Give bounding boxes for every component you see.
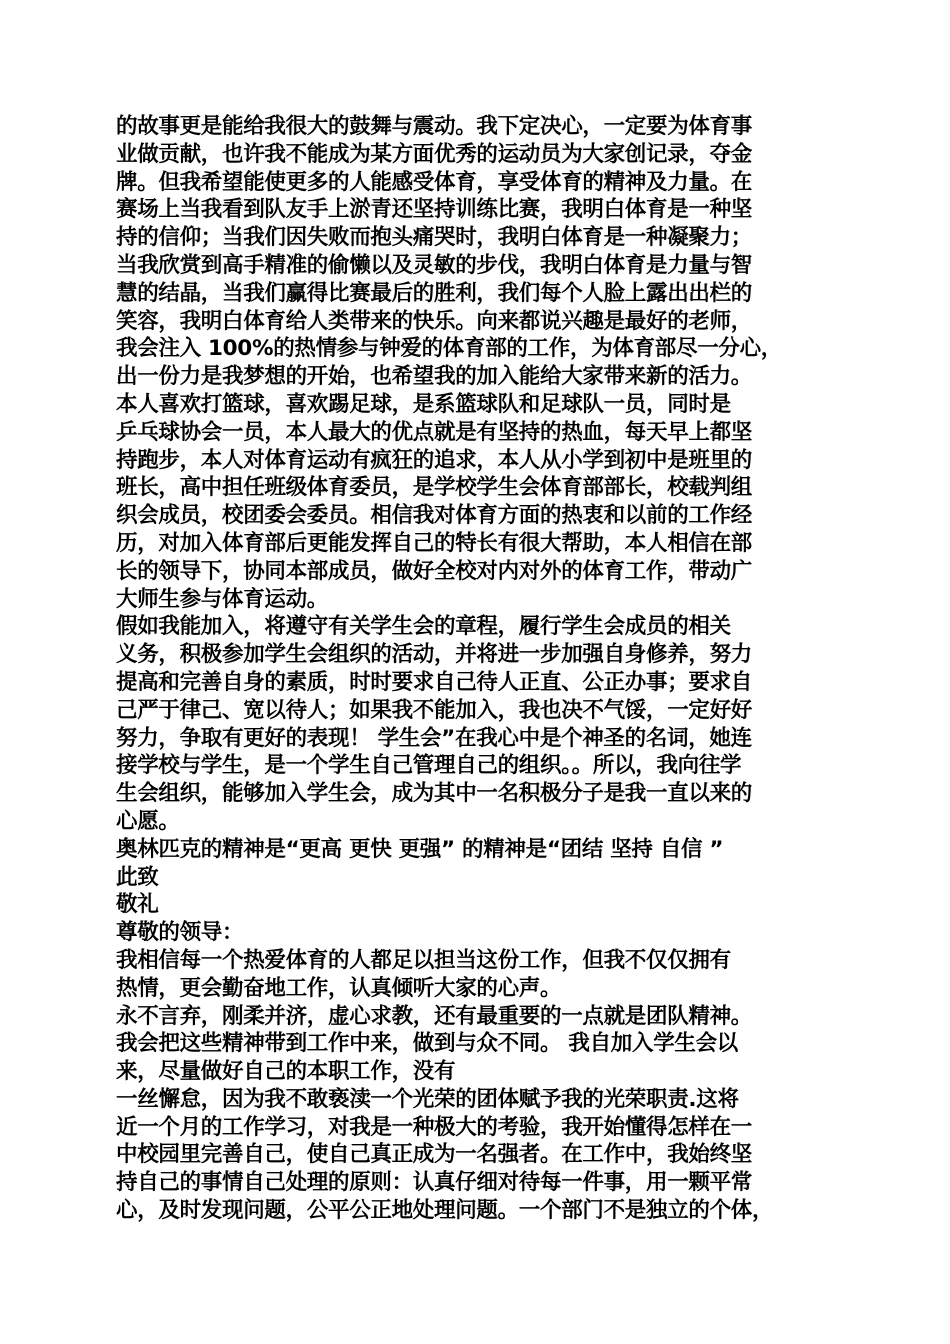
text-line: 持跑步，本人对体育运动有疯狂的追求，本人从小学到初中是班里的 xyxy=(116,447,753,473)
document-body-text xyxy=(116,113,846,1225)
text-line: 牌。但我希望能使更多的人能感受体育，享受体育的精神及力量。在 xyxy=(116,169,753,195)
text-line: 我会把这些精神带到工作中来，做到与众不同。 我自加入学生会以 xyxy=(116,1031,738,1057)
text-line: 中校园里完善自己，使自己真正成为一名强者。在工作中，我始终坚 xyxy=(116,1142,753,1168)
text-line: 当我欣赏到高手精准的偷懒以及灵敏的步伐，我明白体育是力量与智 xyxy=(116,252,753,278)
text-line: 敬礼 xyxy=(116,892,159,918)
text-line: 我会注入 100%的热情参与钟爱的体育部的工作，为体育部尽一分心， xyxy=(116,336,783,362)
text-line: 业做贡献，也许我不能成为某方面优秀的运动员为大家创记录，夺金 xyxy=(116,141,753,167)
text-line: 接学校与学生，是一个学生自己管理自己的组织。。所以，我向往学 xyxy=(116,753,742,779)
text-line: 永不言弃，刚柔并济，虚心求教，还有最重要的一点就是团队精神。 xyxy=(116,1003,753,1029)
text-line: 尊敬的领导： xyxy=(116,920,244,946)
text-line: 努力，争取有更好的表现！ 学生会”在我心中是个神圣的名词，她连 xyxy=(116,725,752,751)
text-line: 长的领导下，协同本部成员，做好全校对内对外的体育工作，带动广 xyxy=(116,558,753,584)
text-line: 我相信每一个热爱体育的人都足以担当这份工作，但我不仅仅拥有 xyxy=(116,947,731,973)
text-line: 己严于律己、宽以待人；如果我不能加入，我也决不气馁，一定好好 xyxy=(116,697,753,723)
text-line: 生会组织，能够加入学生会，成为其中一名积极分子是我一直以来的 xyxy=(116,781,753,807)
text-line: 心，及时发现问题，公平公正地处理问题。一个部门不是独立的个体， xyxy=(116,1198,774,1224)
text-line: 来，尽量做好自己的本职工作，没有 xyxy=(116,1059,456,1085)
text-line: 持自己的事情自己处理的原则：认真仔细对待每一件事，用一颗平常 xyxy=(116,1170,753,1196)
text-line: 持的信仰；当我们因失败而抱头痛哭时，我明白体育是一种凝聚力； xyxy=(116,225,753,251)
text-line: 笑容，我明白体育给人类带来的快乐。向来都说兴趣是最好的老师， xyxy=(116,308,753,334)
text-line: 此致 xyxy=(116,864,159,890)
text-line: 心愿。 xyxy=(116,808,180,834)
text-line: 班长，高中担任班级体育委员，是学校学生会体育部部长，校载判组 xyxy=(116,475,753,501)
text-line: 出一份力是我梦想的开始，也希望我的加入能给大家带来新的活力。 xyxy=(116,364,753,390)
text-line: 义务，积极参加学生会组织的活动，并将进一步加强自身修养，努力 xyxy=(116,642,753,668)
text-line: 提高和完善自身的素质，时时要求自己待人正直、公正办事；要求自 xyxy=(116,669,753,695)
text-line: 慧的结晶，当我们赢得比赛最后的胜利，我们每个人脸上露出出栏的 xyxy=(116,280,753,306)
text-line: 乒乓球协会一员，本人最大的优点就是有坚持的热血，每天早上都坚 xyxy=(116,419,753,445)
text-line: 假如我能加入，将遵守有关学生会的章程，履行学生会成员的相关 xyxy=(116,614,731,640)
text-line: 热情，更会勤奋地工作，认真倾听大家的心声。 xyxy=(116,975,562,1001)
text-line: 大师生参与体育运动。 xyxy=(116,586,329,612)
text-line: 本人喜欢打篮球，喜欢踢足球，是系篮球队和足球队一员，同时是 xyxy=(116,391,731,417)
text-line: 的故事更是能给我很大的鼓舞与震动。我下定决心，一定要为体育事 xyxy=(116,114,753,139)
text-line: 奥林匹克的精神是“更高 更快 更强” 的精神是“团结 坚持 自信 ” xyxy=(116,836,724,862)
text-line: 近一个月的工作学习，对我是一种极大的考验，我开始懂得怎样在一 xyxy=(116,1114,753,1140)
text-line: 赛场上当我看到队友手上淤青还坚持训练比赛，我明白体育是一种坚 xyxy=(116,197,753,223)
text-line: 织会成员，校团委会委员。相信我对体育方面的热衷和以前的工作经 xyxy=(116,503,753,529)
text-line: 历，对加入体育部后更能发挥自己的特长有很大帮助，本人相信在部 xyxy=(116,530,753,556)
text-line: 一丝懈怠，因为我不敢亵渎一个光荣的团体赋予我的光荣职责.这将 xyxy=(116,1086,739,1112)
